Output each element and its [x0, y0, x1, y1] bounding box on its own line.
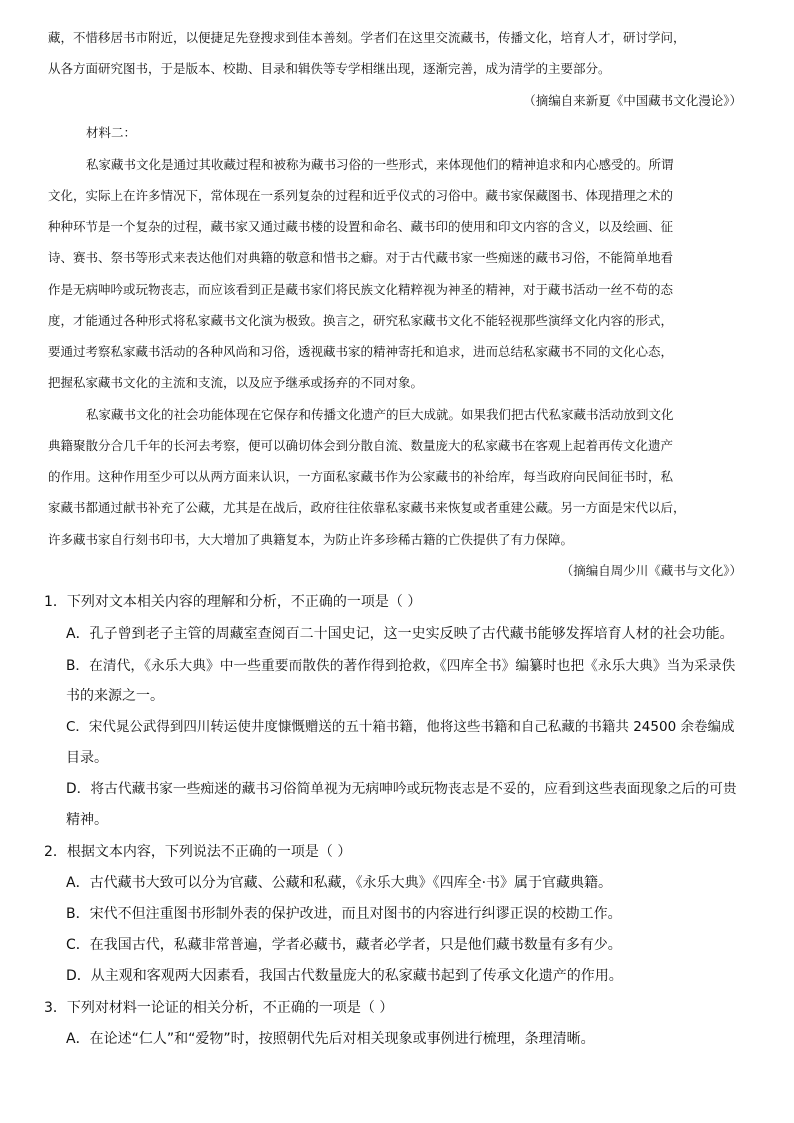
- q2-option-d[interactable]: D．从主观和客观两大因素看，我国古代数量庞大的私家藏书起到了传承文化遗产的作用。: [66, 968, 623, 984]
- m2-para1-line-3: 种种环节是一个复杂的过程，藏书家又通过藏书楼的设置和命名、藏书印的使用和印文内容的含义，以及绘画、征: [48, 219, 674, 234]
- m2-para2-line-3: 的作用。这种作用至少可以从两方面来认识，一方面私家藏书作为公家藏书的补给库，每当政府向民间征书时，私: [48, 469, 674, 484]
- question-2-stem: 2．根据文本内容，下列说法不正确的一项是（ ）: [44, 844, 352, 860]
- question-3-stem: 3．下列对材料一论证的相关分析，不正确的一项是（ ）: [44, 1000, 394, 1016]
- q2-option-c[interactable]: C．在我国古代，私藏非常普遍，学者必藏书，藏者必学者，只是他们藏书数量有多有少。: [66, 937, 622, 953]
- top-text-line-1: 藏，不惜移居书市附近，以便捷足先登搜求到佳本善刻。学者们在这里交流藏书，传播文化，培育人才，研讨学问，: [48, 30, 686, 45]
- m2-para2-line-2: 典籍聚散分合几千年的长河去考察，便可以确切体会到分散自流、数量庞大的私家藏书在客观上起着再传文化遗产: [48, 438, 674, 453]
- m2-para1-line-4: 诗、赛书、祭书等形式来表达他们对典籍的敬意和惜书之癖。对于古代藏书家一些痴迷的藏书习俗，不能简单地看: [48, 250, 674, 265]
- m2-para1-line-7: 要通过考察私家藏书活动的各种风尚和习俗，透视藏书家的精神寄托和追求，进而总结私家藏书不同的文化心态，: [48, 344, 674, 359]
- q1-option-b[interactable]: B．在清代，《永乐大典》中一些重要而散佚的著作得到抢救，《四库全书》编纂时也把《永乐大典》当为采录佚: [66, 658, 736, 674]
- m2-para1-line-6: 度，才能通过各种形式将私家藏书文化演为极致。换言之，研究私家藏书文化不能轻视那些演绎文化内容的形式，: [48, 313, 674, 328]
- source-citation-2: （摘编自周少川《藏书与文化》）: [560, 563, 742, 578]
- q3-option-a[interactable]: A．在论述“仁人”和“爱物”时，按照朝代先后对相关现象或事例进行梳理，条理清晰。: [66, 1031, 595, 1047]
- m2-para1-line-8: 把握私家藏书文化的主流和支流，以及应予继承或扬弃的不同对象。: [48, 375, 424, 390]
- question-1-stem: 1．下列对文本相关内容的理解和分析，不正确的一项是（ ）: [44, 594, 422, 610]
- m2-para2-line-5: 许多藏书家自行刻书印书，大大增加了典籍复本，为防止许多珍稀古籍的亡佚提供了有力保障。: [48, 532, 574, 547]
- m2-para1-line-1: 私家藏书文化是通过其收藏过程和被称为藏书习俗的一些形式，来体现他们的精神追求和内心感受的。所谓: [86, 157, 674, 172]
- q1-option-c-cont: 目录。: [66, 750, 108, 766]
- q2-option-a[interactable]: A．古代藏书大致可以分为官藏、公藏和私藏，《永乐大典》《四库全·书》属于官藏典籍。: [66, 875, 613, 891]
- q2-option-b[interactable]: B．宋代不但注重图书形制外表的保护改进，而且对图书的内容进行纠谬正误的校勘工作。: [66, 906, 622, 922]
- m2-para2-line-1: 私家藏书文化的社会功能体现在它保存和传播文化遗产的巨大成就。如果我们把古代私家藏书活动放到文化: [86, 407, 674, 422]
- q1-option-c[interactable]: C．宋代晁公武得到四川转运使井度慷慨赠送的五十箱书籍，他将这些书籍和自己私藏的书籍共 24500 余卷编成: [66, 719, 735, 735]
- q1-option-d-cont: 精神。: [66, 812, 108, 828]
- q1-option-a[interactable]: A．孔子曾到老子主管的周藏室查阅百二十国史记，这一史实反映了古代藏书能够发挥培育人材的社会功能。: [66, 626, 734, 642]
- source-citation-1: （摘编自来新夏《中国藏书文化漫论》）: [523, 93, 742, 108]
- material-two-heading: 材料二：: [86, 125, 137, 140]
- q1-option-b-cont: 书的来源之一。: [66, 688, 164, 704]
- m2-para2-line-4: 家藏书都通过献书补充了公藏，尤其是在战后，政府往往依靠私家藏书来恢复或者重建公藏。另一方面是宋代以后，: [48, 500, 686, 515]
- top-text-line-2: 从各方面研究图书，于是版本、校勘、目录和辑佚等专学相继出现，逐渐完善，成为清学的主要部分。: [48, 61, 611, 76]
- m2-para1-line-2: 文化，实际上在许多情况下，常体现在一系列复杂的过程和近乎仪式的习俗中。藏书家保藏图书、体现措理之术的: [48, 188, 674, 203]
- q1-option-d[interactable]: D．将古代藏书家一些痴迷的藏书习俗简单视为无病呻吟或玩物丧志是不妥的，应看到这些表面现象之后的可贵: [66, 781, 737, 797]
- m2-para1-line-5: 作是无病呻吟或玩物丧志，而应该看到正是藏书家们将民族文化精粹视为神圣的精神，对于藏书活动一丝不苟的态: [48, 282, 674, 297]
